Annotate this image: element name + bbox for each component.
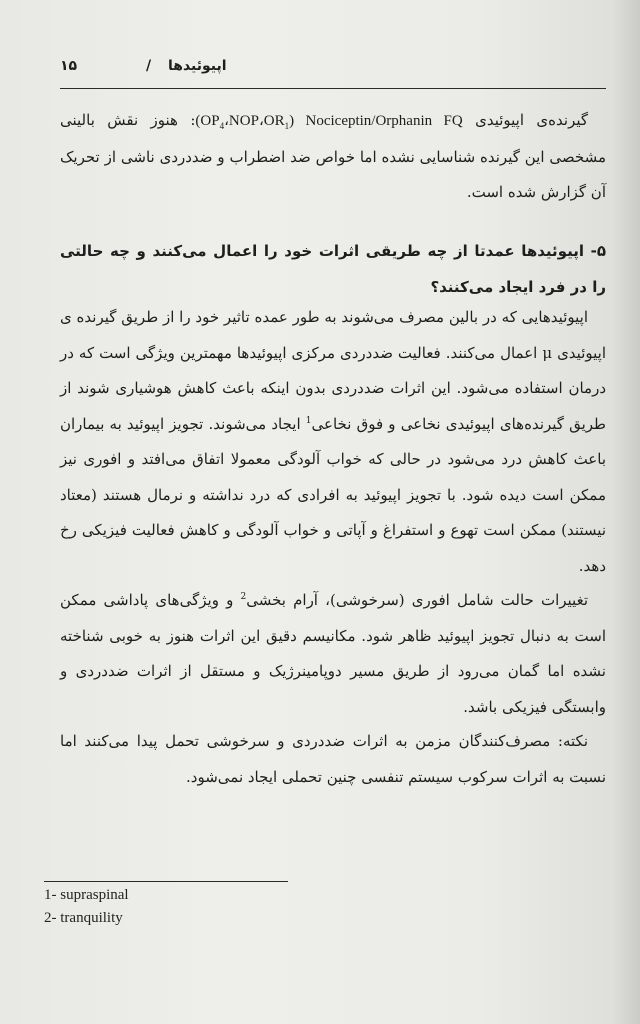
footnote-1: 1- supraspinal — [44, 887, 129, 903]
paragraph-tolerance-note — [60, 724, 606, 795]
receptor-abbrev-open: (OP — [195, 113, 220, 129]
p1-lead: گیرنده‌ی اپیوئیدی — [475, 111, 589, 129]
receptor-sub-1: 1 — [284, 121, 290, 131]
footnote-ref-1[interactable]: 1 — [305, 415, 312, 426]
p1-rest: : هنوز نقش بالینی مشخصی این گیرنده شناسایی نشده اما خواص ضد اضطراب و ضددردی ناشی از تحریک آن گزارش شده است. — [60, 111, 606, 201]
p2-part1: اپیوئیدهایی که در بالین مصرف می‌شوند به طور عمده تاثیر خود را از طریق گیرنده ی اپیوئیدی μ اعمال می‌کنند. فعالیت ضددردی مرکزی اپیوئیدها مهمترین ویژگی است که در درمان استفاده می‌شود. این اثرات ضددردی بدون اینکه باعث کاهش هوشیاری شوند از طریق گیرنده‌های اپیوئیدی نخاعی و فوق نخاعی — [60, 308, 606, 433]
footnote-ref-2[interactable]: 2 — [240, 592, 247, 602]
p3-part2: و ویژگی‌های پاداشی ممکن است به دنبال تجویز اپیوئید ظاهر شود. مکانیسم دقیق این اثرات هنوز به خوبی شناخته نشده اما گمان می‌رود از طریق مسیر دوپامینرژیک و مستقل از اثرات ضددردی و وابستگی فیزیکی باشد. — [60, 591, 606, 716]
paragraph-opioid-mechanism — [60, 300, 606, 584]
p3-part1: تغییرات حالت شامل افوری (سرخوشی)، آرام بخشی — [246, 591, 588, 609]
receptor-english: Nociceptin/Orphanin FQ — [305, 113, 463, 129]
chapter-title: اپیوئیدها — [168, 58, 227, 74]
receptor-abbrev-close: ) — [289, 113, 295, 129]
page-number: ۱۵ — [60, 58, 78, 74]
question-heading: ۵- اپیوئیدها عمدتا از چه طریقی اثرات خود را اعمال می‌کنند و چه حالتی را در فرد ایجاد می‌کنند؟ — [60, 242, 606, 296]
p4-text: نکته: مصرف‌کنندگان مزمن به اثرات ضددردی و سرخوشی تحمل پیدا می‌کنند اما نسبت به اثرات سرکوب سیستم تنفسی چنین تحملی ایجاد نمی‌شود. — [60, 732, 606, 786]
footnote-divider — [44, 881, 288, 882]
p2-part2: ایجاد می‌شوند. تجویز اپیوئید به بیماران باعث کاهش درد می‌شود در حالی که خواب آلودگی معمولا اتفاق می‌افتد و افوری نیز ممکن است دیده شود. با تجویز اپیوئید به افرادی که درد نداشته و نرمال هستند (معتاد نیستند) ممکن است تهوع و استفراغ و آپاتی و خواب آلودگی و کاهش فعالیت فیزیکی رخ دهد. — [60, 414, 606, 575]
paragraph-nociceptin-receptor — [60, 103, 606, 211]
receptor-name-english — [195, 113, 462, 129]
receptor-abbrev-mid: ،NOP،OR — [224, 113, 285, 129]
running-header — [60, 56, 606, 89]
footnote-2: 2- tranquility — [44, 910, 123, 926]
header-separator: / — [146, 58, 152, 74]
paragraph-mood-changes — [60, 583, 606, 725]
page-edge-shadow — [612, 0, 640, 1024]
receptor-sub-4: 4 — [219, 121, 225, 131]
